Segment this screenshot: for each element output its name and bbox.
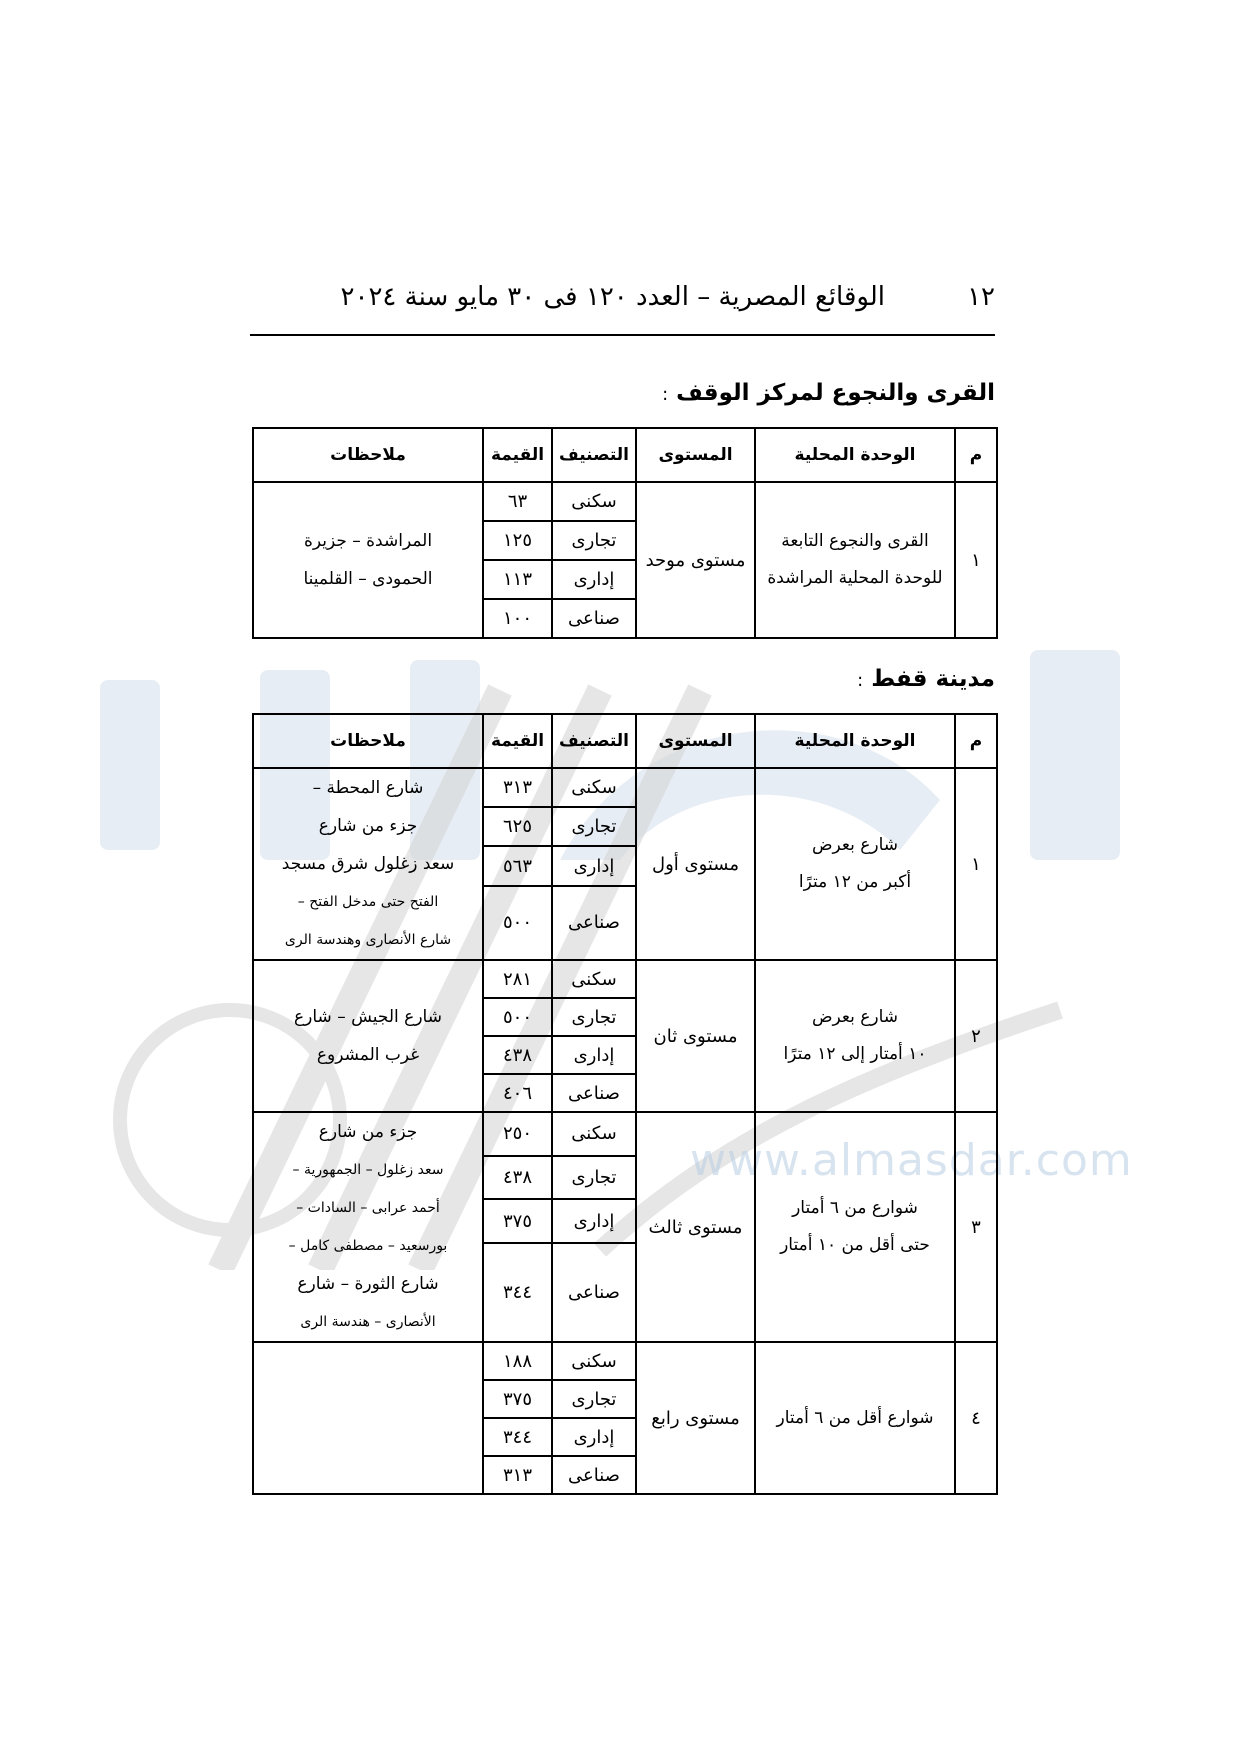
table-body [253,768,997,1494]
value-cell: ٣٧٥ [483,1199,552,1243]
row-number: ٢ [955,960,997,1112]
value-cell: ٣٤٤ [483,1418,552,1456]
local-unit-line: شوارع من ٦ أمتار [792,1198,918,1218]
classification-cell: إدارى [552,560,636,599]
value-cell: ١٠٠ [483,599,552,638]
classification-cell: إدارى [552,1036,636,1074]
local-unit-line: للوحدة المحلية المراشدة [767,568,943,588]
level-cell: مستوى ثان [636,960,755,1112]
classification-cell: سكنى [552,1342,636,1380]
column-header-local-unit: الوحدة المحلية [755,714,955,768]
level-cell: مستوى ثالث [636,1112,755,1342]
classification-cell: إدارى [552,846,636,885]
column-header-number: م [955,714,997,768]
value-cell: ٦٣ [483,482,552,521]
local-unit-cell [755,768,955,960]
classification-cell: سكنى [552,482,636,521]
column-header-level: المستوى [636,714,755,768]
value-cell: ٥٠٠ [483,886,552,960]
table-row [253,768,997,807]
valuation-table-villages [252,427,998,639]
local-unit-line: القرى والنجوع التابعة [781,531,929,551]
classification-cell: صناعى [552,886,636,960]
header-divider [250,334,995,336]
value-cell: ٤٠٦ [483,1074,552,1112]
page-number: ١٢ [967,282,995,312]
classification-cell: صناعى [552,1074,636,1112]
local-unit-line: حتى أقل من ١٠ أمتار [780,1235,930,1255]
section-title-villages [662,380,995,406]
notes-line: غرب المشروع [316,1045,420,1065]
table-header-row [253,714,997,768]
table-row [253,960,997,998]
value-cell: ٢٨١ [483,960,552,998]
row-number: ٣ [955,1112,997,1342]
classification-cell: تجارى [552,1380,636,1418]
notes-line: الفتح حتى مدخل الفتح – [297,894,439,910]
page-header [250,282,995,320]
notes-cell [253,1112,483,1342]
valuation-table-qift [252,713,998,1495]
classification-cell: صناعى [552,1456,636,1494]
value-cell: ١١٣ [483,560,552,599]
watermark-text: www.almasdar.com [690,1135,1133,1186]
table-row [253,1342,997,1380]
value-cell: ٥٦٣ [483,846,552,885]
notes-line: شارع الأنصارى وهندسة الرى [284,932,452,948]
value-cell: ٣١٣ [483,1456,552,1494]
value-cell: ٤٣٨ [483,1156,552,1200]
classification-cell: تجارى [552,998,636,1036]
value-cell: ٦٢٥ [483,807,552,846]
table-header-row [253,428,997,482]
notes-line: شارع الثورة – شارع [297,1274,439,1294]
column-header-value: القيمة [483,428,552,482]
row-number: ١ [955,482,997,638]
notes-line: جزء من شارع [318,1122,418,1142]
notes-line: بورسعيد – مصطفى كامل – [288,1238,448,1254]
table-row [253,482,997,521]
local-unit-cell [755,960,955,1112]
column-header-level: المستوى [636,428,755,482]
section-title-qift-city [857,666,995,692]
local-unit-cell [755,1112,955,1342]
classification-cell: تجارى [552,1156,636,1200]
value-cell: ١٢٥ [483,521,552,560]
notes-line: سعد زغلول شرق مسجد [281,854,455,874]
column-header-notes: ملاحظات [253,714,483,768]
notes-line: المراشدة – جزيرة [303,531,433,551]
notes-line: شارع الجيش – شارع [294,1007,442,1027]
table-body [253,482,997,638]
classification-cell: إدارى [552,1199,636,1243]
notes-cell [253,482,483,638]
level-cell: مستوى موحد [636,482,755,638]
notes-line: سعد زغلول – الجمهورية – [292,1162,444,1178]
local-unit-line: ١٠ أمتار إلى ١٢ مترًا [783,1044,927,1064]
value-cell: ٣٧٥ [483,1380,552,1418]
classification-cell: صناعى [552,599,636,638]
level-cell: مستوى أول [636,768,755,960]
column-header-classification: التصنيف [552,714,636,768]
classification-cell: صناعى [552,1243,636,1342]
column-header-value: القيمة [483,714,552,768]
value-cell: ٥٠٠ [483,998,552,1036]
notes-line: جزء من شارع [318,816,418,836]
column-header-classification: التصنيف [552,428,636,482]
classification-cell: سكنى [552,960,636,998]
section-title-colon: : [662,384,669,405]
table-row [253,1112,997,1156]
section-title-colon: : [857,670,864,691]
local-unit-cell [755,1342,955,1494]
local-unit-line: شارع بعرض [811,835,899,855]
value-cell: ٣٤٤ [483,1243,552,1342]
notes-line: الحمودى – القلمينا [303,569,433,589]
section-title-text: القرى والنجوع لمركز الوقف [676,380,995,406]
column-header-local-unit: الوحدة المحلية [755,428,955,482]
column-header-number: م [955,428,997,482]
value-cell: ٢٥٠ [483,1112,552,1156]
value-cell: ٣١٣ [483,768,552,807]
local-unit-line: شوارع أقل من ٦ أمتار [776,1407,934,1428]
level-cell: مستوى رابع [636,1342,755,1494]
notes-line: شارع المحطة – [312,778,424,798]
notes-cell [253,1342,483,1494]
notes-cell [253,768,483,960]
column-header-notes: ملاحظات [253,428,483,482]
classification-cell: تجارى [552,521,636,560]
section-title-text: مدينة قفط [871,666,995,692]
value-cell: ٤٣٨ [483,1036,552,1074]
local-unit-cell [755,482,955,638]
notes-line: الأنصارى – هندسة الرى [300,1314,436,1330]
classification-cell: تجارى [552,807,636,846]
row-number: ١ [955,768,997,960]
classification-cell: سكنى [552,768,636,807]
classification-cell: سكنى [552,1112,636,1156]
value-cell: ١٨٨ [483,1342,552,1380]
local-unit-line: أكبر من ١٢ مترًا [798,872,912,892]
classification-cell: إدارى [552,1418,636,1456]
publication-title: الوقائع المصرية – العدد ١٢٠ فى ٣٠ مايو سنة ٢٠٢٤ [340,282,885,312]
row-number: ٤ [955,1342,997,1494]
notes-line: أحمد عرابى – السادات – [296,1200,440,1216]
notes-cell [253,960,483,1112]
local-unit-line: شارع بعرض [811,1007,899,1027]
